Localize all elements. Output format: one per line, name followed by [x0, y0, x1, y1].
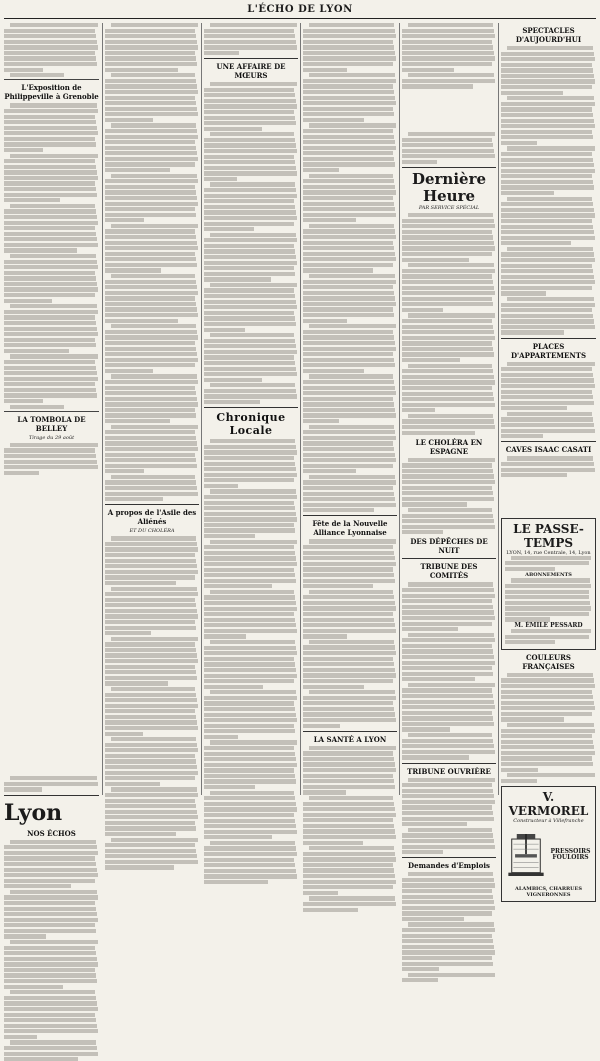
article-text	[204, 439, 298, 884]
column-rule	[300, 23, 301, 795]
article-heading: PLACES D'APPARTEMENTS	[510, 341, 587, 360]
ad-title: LE PASSE-TEMPS	[513, 521, 584, 550]
column-1	[4, 23, 99, 838]
article-heading: LE CHOLÉRA EN ESPAGNE	[415, 437, 483, 456]
vermorel-advertisement	[501, 786, 596, 902]
article-text	[402, 778, 496, 855]
article-text	[501, 362, 596, 439]
column-4	[303, 23, 397, 795]
article-text	[402, 23, 496, 89]
article-heading: A propos de l'Asile des Aliénés	[107, 508, 197, 527]
article-heading: TRIBUNE OUVRIÈRE	[407, 766, 491, 776]
article-subheading: PAR SERVICE SPÉCIAL	[418, 205, 480, 212]
article-text	[402, 872, 496, 982]
article-text	[501, 456, 596, 477]
article-heading: Fête de la Nouvelle Alliance Lyonnaise	[312, 519, 388, 538]
article-text	[402, 458, 496, 535]
article-text	[4, 776, 99, 791]
running-header	[4, 3, 596, 19]
column-rule	[399, 23, 400, 795]
article-text	[204, 82, 298, 404]
article-text	[303, 23, 397, 512]
column-3	[204, 23, 298, 795]
article-subheading: Tirage du 29 août	[28, 434, 75, 441]
article-heading: NOS ÉCHOS	[27, 828, 76, 838]
column-rule	[201, 23, 202, 795]
article-text	[105, 536, 199, 869]
ad-address: LYON, 14, rue Centrale, 14, Lyon	[506, 549, 591, 556]
ad-text	[505, 556, 592, 571]
ad-footer: ALAMBICS, CHARRUES VIGNERONNES	[515, 885, 582, 898]
ad-subtitle: ABONNEMENTS	[525, 572, 572, 579]
article-text	[4, 443, 99, 475]
article-heading: Chronique Locale	[216, 411, 286, 438]
newspaper-title: L'ÉCHO DE LYON	[247, 4, 353, 15]
article-text	[4, 840, 99, 1061]
ad-title: V. VERMOREL	[508, 789, 589, 818]
article-subheading: ET DU CHOLÉRA	[129, 528, 175, 535]
article-text	[402, 582, 496, 759]
market-price-table	[402, 90, 496, 132]
column-rule	[498, 23, 499, 795]
ad-text	[505, 629, 592, 644]
article-heading: CAVES ISAAC CASATI	[505, 445, 592, 455]
article-text	[303, 746, 397, 912]
tombola-number-table	[4, 476, 99, 776]
column-2	[105, 23, 199, 795]
newspaper-page	[4, 3, 596, 898]
article-heading: LA SANTÉ A LYON	[313, 734, 387, 744]
ad-text	[505, 578, 592, 621]
article-heading: COULEURS FRANÇAISES	[522, 652, 575, 671]
article-text	[204, 23, 298, 55]
article-heading: SPECTACLES D'AUJOURD'HUI	[515, 26, 582, 44]
press-engraving-icon	[505, 826, 547, 884]
article-text	[105, 23, 199, 501]
wine-price-table	[501, 479, 596, 515]
lyon-section-title: Lyon	[4, 799, 63, 826]
article-text	[303, 539, 397, 727]
ad-subtitle: Constructeur à Villefranche	[513, 817, 584, 824]
column-5	[402, 23, 496, 871]
article-text	[4, 103, 99, 408]
ad-word: PRESSOIRS	[550, 847, 591, 855]
article-text	[402, 213, 496, 435]
ad-name: M. ÉMILE PESSARD	[514, 622, 583, 630]
article-heading: TRIBUNE DES COMITÉS	[420, 562, 478, 581]
article-text	[501, 46, 596, 335]
article-text	[4, 23, 99, 77]
article-heading: DES DÉPÊCHES DE NUIT	[410, 537, 488, 556]
passe-temps-advertisement	[501, 518, 596, 650]
article-text	[501, 673, 596, 783]
article-heading: LA TOMBOLA DE BELLEY	[17, 414, 86, 433]
article-heading: Dernière Heure	[411, 170, 487, 206]
column-rule	[102, 23, 103, 795]
article-heading: Demandes d'Emplois	[408, 861, 490, 871]
article-heading: L'Exposition de Philippeville à Grenoble	[4, 83, 99, 102]
article-text	[402, 132, 496, 164]
column-6	[501, 23, 596, 898]
ad-word: FOULOIRS	[552, 853, 589, 861]
article-heading: UNE AFFAIRE DE MŒURS	[216, 62, 286, 81]
